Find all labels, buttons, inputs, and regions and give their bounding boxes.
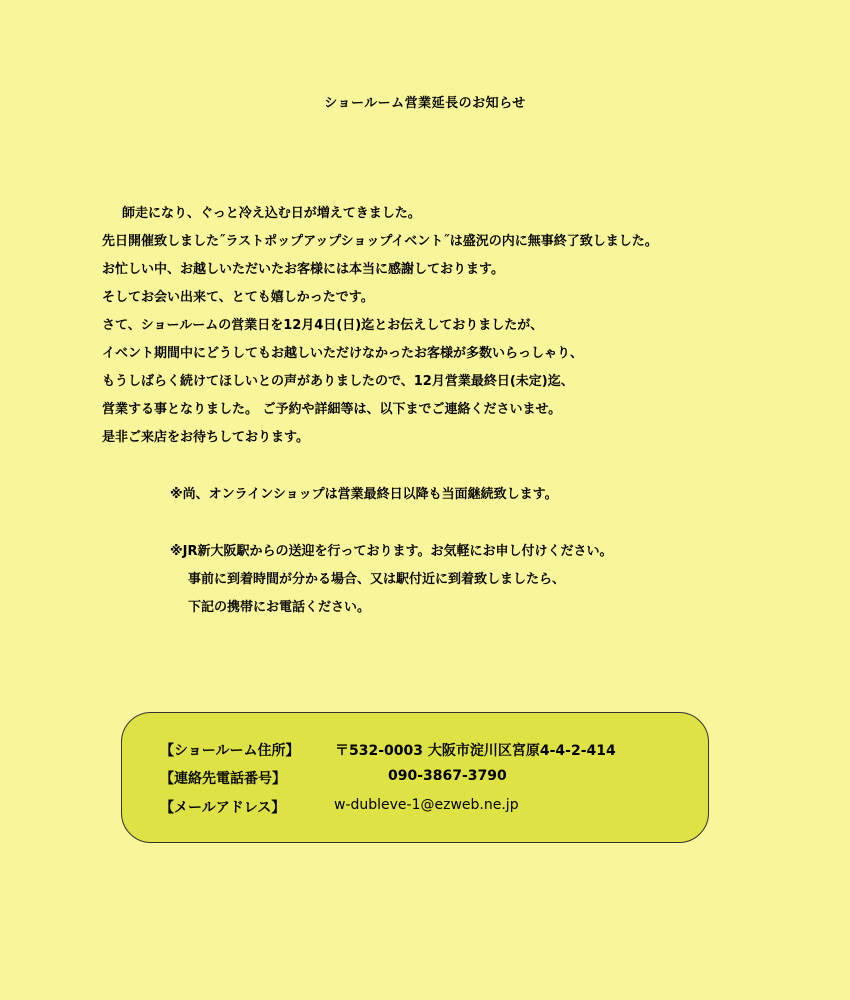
email-link[interactable]: w-dubleve-1@ezweb.ne.jp: [334, 797, 519, 813]
page-title: ショールーム営業延長のお知らせ: [324, 96, 526, 111]
body-line: 先日開催致しました˝ラストポップアップショップイベント˝は盛況の内に無事終了致しました。: [102, 234, 658, 249]
pickup-note-line: 下記の携帯にお電話ください。: [188, 600, 371, 615]
pickup-note-line: 事前に到着時間が分かる場合、又は駅付近に到着致しましたら、: [188, 572, 566, 587]
body-line: 師走になり、ぐっと冷え込む日が増えてきました。: [122, 206, 421, 221]
pickup-note: [170, 538, 612, 622]
email-label: 【メールアドレス】: [160, 800, 286, 816]
body-line: もうしばらく続けてほしいとの声がありましたので、12月営業最終日(未定)迄、: [102, 374, 574, 389]
address-value: 〒532-0003 大阪市淀川区宮原4-4-2-414: [335, 743, 616, 759]
address-label: 【ショールーム住所】: [160, 743, 300, 759]
address-row: [160, 740, 616, 760]
pickup-note-line: ※JR新大阪駅からの送迎を行っております。お気軽にお申し付けください。: [170, 544, 613, 559]
online-shop-note: ※尚、オンラインショップは営業最終日以降も当面継続致します。: [170, 487, 558, 502]
body-line: イベント期間中にどうしてもお越しいただけなかったお客様が多数いらっしゃり、: [102, 346, 584, 361]
contact-box: [121, 712, 709, 843]
email-row: [160, 797, 519, 817]
phone-row: [160, 768, 507, 788]
body-line: 是非ご来店をお待ちしております。: [102, 430, 309, 445]
phone-value[interactable]: 090-3867-3790: [388, 768, 507, 784]
body-line: そしてお会い出来て、とても嬉しかったです。: [102, 290, 374, 305]
body-line: お忙しい中、お越しいただいたお客様には本当に感謝しております。: [102, 262, 504, 277]
announcement-body: [102, 200, 802, 452]
body-line: 営業する事となりました。 ご予約や詳細等は、以下までご連絡くださいませ。: [102, 402, 562, 417]
phone-label: 【連絡先電話番号】: [160, 771, 286, 787]
body-line: さて、ショールームの営業日を12月4日(日)迄とお伝えしておりましたが、: [102, 318, 544, 333]
